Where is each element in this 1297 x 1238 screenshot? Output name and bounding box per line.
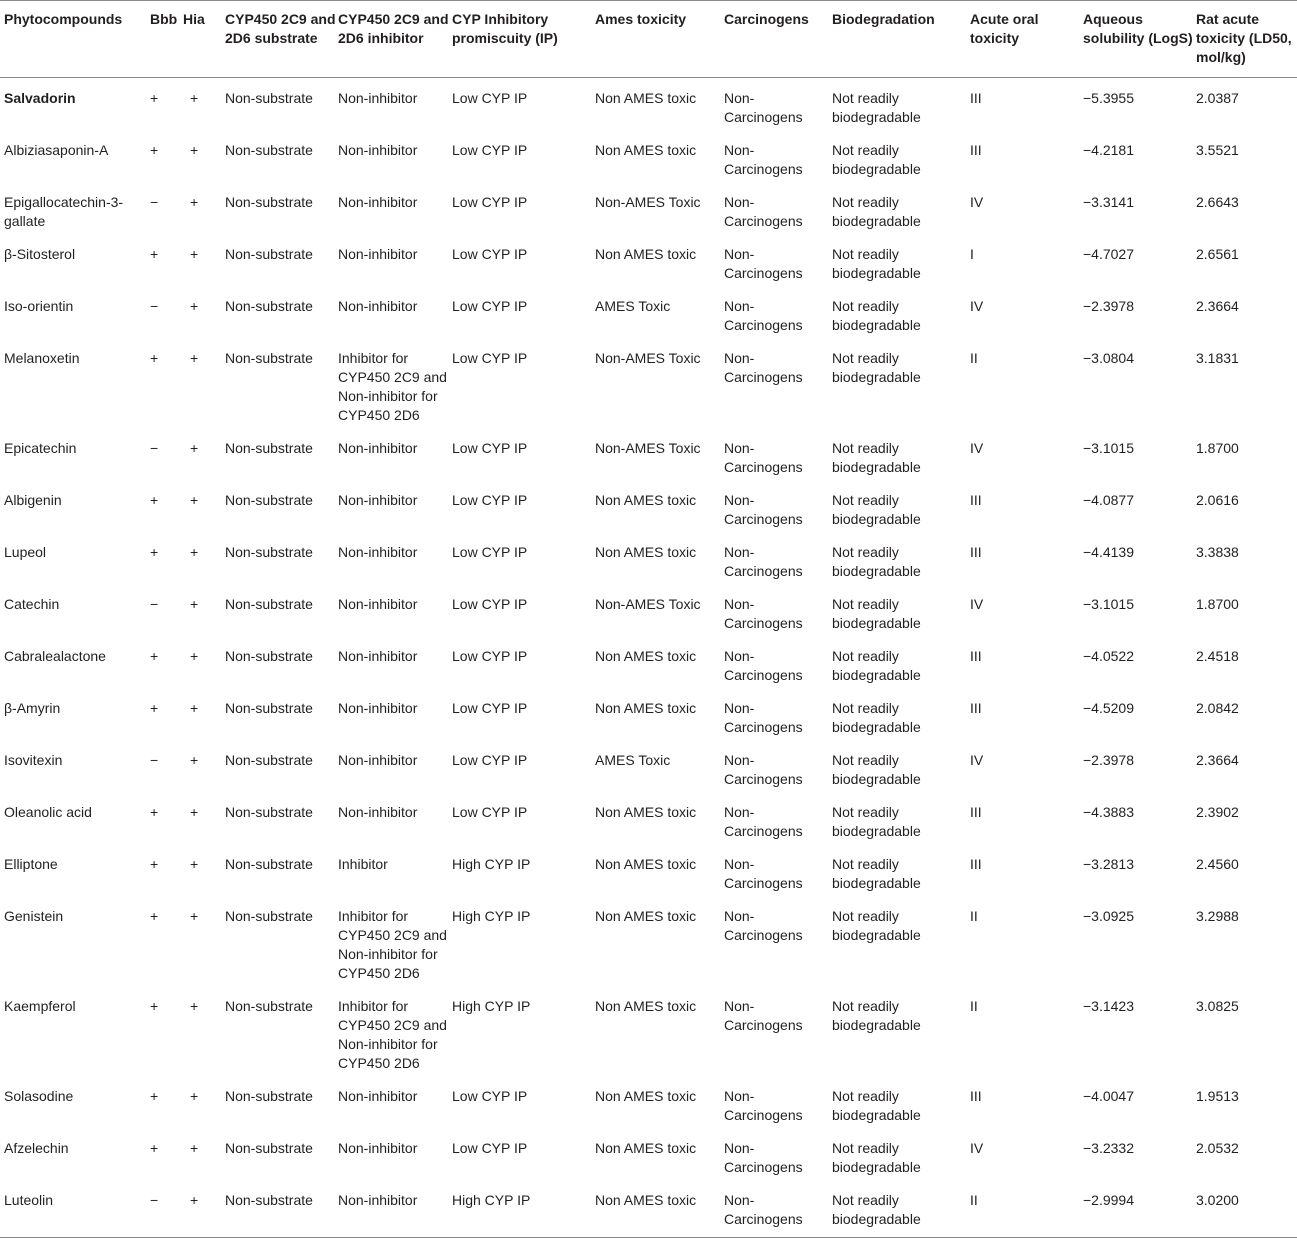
table-row (0, 845, 1297, 897)
inhibitor-cell: Non-inhibitor (338, 544, 418, 560)
substrate-cell: Non-substrate (225, 1088, 313, 1104)
acute-oral-cell: III (970, 648, 982, 664)
biodegradation-cell: Not readily biodegradable (832, 142, 921, 177)
carcinogen-cell: Non-Carcinogens (724, 804, 803, 839)
substrate-cell: Non-substrate (225, 804, 313, 820)
substrate-cell: Non-substrate (225, 440, 313, 456)
substrate-cell: Non-substrate (225, 596, 313, 612)
compound-name: Oleanolic acid (4, 804, 92, 820)
substrate-cell: Non-substrate (225, 142, 313, 158)
ip-cell: Low CYP IP (452, 90, 528, 106)
hia-cell: + (190, 1140, 199, 1156)
hia-cell: + (190, 596, 199, 612)
inhibitor-cell: Non-inhibitor (338, 1181, 452, 1238)
carcinogen-cell: Non-Carcinogens (724, 1181, 832, 1238)
logs-cell: −3.0925 (1083, 908, 1134, 924)
biodegradation-cell: Not readily biodegradable (832, 194, 921, 229)
inhibitor-cell: Inhibitor for CYP450 2C9 and Non-inhibitor for CYP450 2D6 (338, 350, 447, 423)
ip-cell: High CYP IP (452, 1181, 595, 1238)
hia-cell: + (190, 492, 199, 508)
ames-cell: Non AMES toxic (595, 700, 697, 716)
bbb-cell: + (150, 700, 159, 716)
bbb-cell: − (150, 440, 159, 456)
ames-cell: Non AMES toxic (595, 804, 697, 820)
table-row (0, 287, 1297, 339)
col-header-cyp-substrate: CYP450 2C9 and 2D6 substrate (225, 1, 338, 78)
col-header-cyp-inhibitor: CYP450 2C9 and 2D6 inhibitor (338, 1, 452, 78)
hia-cell: + (190, 998, 199, 1014)
carcinogen-cell: Non-Carcinogens (724, 90, 803, 125)
ames-cell: Non-AMES Toxic (595, 596, 701, 612)
carcinogen-cell: Non-Carcinogens (724, 596, 803, 631)
table-row (0, 585, 1297, 637)
col-header-rat-acute-toxicity: Rat acute toxicity (LD50, mol/kg) (1196, 1, 1297, 78)
inhibitor-cell: Non-inhibitor (338, 90, 418, 106)
col-header-hia: Hia (183, 1, 225, 78)
bbb-cell: − (143, 1181, 183, 1238)
acute-oral-cell: II (970, 908, 978, 924)
ames-cell: Non AMES toxic (595, 142, 697, 158)
hia-cell: + (190, 246, 199, 262)
hia-cell: + (190, 908, 199, 924)
ip-cell: Low CYP IP (452, 752, 528, 768)
inhibitor-cell: Non-inhibitor (338, 440, 418, 456)
carcinogen-cell: Non-Carcinogens (724, 1088, 803, 1123)
bbb-cell: + (150, 492, 159, 508)
bbb-cell: + (150, 998, 159, 1014)
logs-cell: −4.5209 (1083, 700, 1134, 716)
compound-name: Epigallocatechin-3-gallate (4, 194, 124, 229)
ip-cell: High CYP IP (452, 908, 531, 924)
carcinogen-cell: Non-Carcinogens (724, 700, 803, 735)
carcinogen-cell: Non-Carcinogens (724, 492, 803, 527)
substrate-cell: Non-substrate (225, 90, 313, 106)
ld50-cell: 2.3664 (1196, 752, 1239, 768)
table-row (0, 689, 1297, 741)
compound-name: Isovitexin (4, 752, 63, 768)
ames-cell: Non AMES toxic (595, 246, 697, 262)
acute-oral-cell: IV (970, 596, 984, 612)
ames-cell: Non-AMES Toxic (595, 350, 701, 366)
compound-name: Luteolin (0, 1181, 143, 1238)
compound-name: β-Sitosterol (4, 246, 76, 262)
bbb-cell: − (150, 596, 159, 612)
hia-cell: + (190, 440, 199, 456)
ld50-cell: 3.0200 (1196, 1181, 1297, 1238)
carcinogen-cell: Non-Carcinogens (724, 350, 803, 385)
col-header-biodegradation: Biodegradation (832, 1, 970, 78)
ip-cell: Low CYP IP (452, 194, 528, 210)
ld50-cell: 2.4560 (1196, 856, 1239, 872)
substrate-cell: Non-substrate (225, 350, 313, 366)
hia-cell: + (190, 856, 199, 872)
acute-oral-cell: IV (970, 440, 984, 456)
bbb-cell: − (150, 752, 159, 768)
ld50-cell: 2.6643 (1196, 194, 1239, 210)
ames-cell: Non AMES toxic (595, 1088, 697, 1104)
table-row (0, 339, 1297, 429)
logs-cell: −4.7027 (1083, 246, 1134, 262)
table-row (0, 131, 1297, 183)
table-row (0, 78, 1297, 132)
ld50-cell: 2.0842 (1196, 700, 1239, 716)
biodegradation-cell: Not readily biodegradable (832, 246, 921, 281)
bbb-cell: + (150, 90, 159, 106)
table-row (0, 533, 1297, 585)
carcinogen-cell: Non-Carcinogens (724, 440, 803, 475)
ld50-cell: 2.3902 (1196, 804, 1239, 820)
hia-cell: + (190, 194, 199, 210)
ld50-cell: 2.4518 (1196, 648, 1239, 664)
carcinogen-cell: Non-Carcinogens (724, 544, 803, 579)
table-row (0, 235, 1297, 287)
biodegradation-cell: Not readily biodegradable (832, 998, 921, 1033)
ld50-cell: 3.5521 (1196, 142, 1239, 158)
hia-cell: + (190, 298, 199, 314)
logs-cell: −2.3978 (1083, 752, 1134, 768)
biodegradation-cell: Not readily biodegradable (832, 90, 921, 125)
acute-oral-cell: III (970, 1088, 982, 1104)
ld50-cell: 3.2988 (1196, 908, 1239, 924)
carcinogen-cell: Non-Carcinogens (724, 908, 803, 943)
ld50-cell: 1.8700 (1196, 440, 1239, 456)
substrate-cell: Non-substrate (225, 700, 313, 716)
biodegradation-cell: Not readily biodegradable (832, 700, 921, 735)
ip-cell: Low CYP IP (452, 544, 528, 560)
bbb-cell: + (150, 908, 159, 924)
table-row (0, 897, 1297, 987)
ames-cell: Non-AMES Toxic (595, 194, 701, 210)
biodegradation-cell: Not readily biodegradable (832, 856, 921, 891)
biodegradation-cell: Not readily biodegradable (832, 544, 921, 579)
compound-name: Kaempferol (4, 998, 76, 1014)
col-header-aqueous-solubility: Aqueous solubility (LogS) (1083, 1, 1196, 78)
hia-cell: + (190, 648, 199, 664)
logs-cell: −3.2813 (1083, 856, 1134, 872)
bbb-cell: + (150, 1088, 159, 1104)
acute-oral-cell: IV (970, 194, 984, 210)
acute-oral-cell: III (970, 142, 982, 158)
logs-cell: −4.0522 (1083, 648, 1134, 664)
inhibitor-cell: Non-inhibitor (338, 752, 418, 768)
col-header-phytocompounds: Phytocompounds (0, 1, 143, 78)
bbb-cell: − (150, 194, 159, 210)
substrate-cell: Non-substrate (225, 752, 313, 768)
hia-cell: + (190, 752, 199, 768)
carcinogen-cell: Non-Carcinogens (724, 1140, 803, 1175)
inhibitor-cell: Non-inhibitor (338, 648, 418, 664)
inhibitor-cell: Inhibitor (338, 856, 388, 872)
logs-cell: −3.3141 (1083, 194, 1134, 210)
compound-name: Catechin (4, 596, 60, 612)
biodegradation-cell: Not readily biodegradable (832, 908, 921, 943)
compound-name: β-Amyrin (4, 700, 61, 716)
ld50-cell: 3.1831 (1196, 350, 1239, 366)
ames-cell: Non AMES toxic (595, 1181, 724, 1238)
acute-oral-cell: II (970, 1181, 1083, 1238)
substrate-cell: Non-substrate (225, 544, 313, 560)
acute-oral-cell: IV (970, 1140, 984, 1156)
acute-oral-cell: III (970, 804, 982, 820)
ld50-cell: 2.0532 (1196, 1140, 1239, 1156)
table-row (0, 183, 1297, 235)
carcinogen-cell: Non-Carcinogens (724, 752, 803, 787)
compound-name: Melanoxetin (4, 350, 80, 366)
carcinogen-cell: Non-Carcinogens (724, 298, 803, 333)
inhibitor-cell: Non-inhibitor (338, 492, 418, 508)
ames-cell: Non-AMES Toxic (595, 440, 701, 456)
acute-oral-cell: IV (970, 298, 984, 314)
biodegradation-cell: Not readily biodegradable (832, 596, 921, 631)
ames-cell: Non AMES toxic (595, 908, 697, 924)
compound-name: Solasodine (4, 1088, 74, 1104)
biodegradation-cell: Not readily biodegradable (832, 440, 921, 475)
ip-cell: Low CYP IP (452, 298, 528, 314)
logs-cell: −2.3978 (1083, 298, 1134, 314)
hia-cell: + (190, 142, 199, 158)
inhibitor-cell: Non-inhibitor (338, 596, 418, 612)
ip-cell: Low CYP IP (452, 142, 528, 158)
col-header-acute-oral-toxicity: Acute oral toxicity (970, 1, 1083, 78)
hia-cell: + (190, 350, 199, 366)
biodegradation-cell: Not readily biodegradable (832, 1140, 921, 1175)
carcinogen-cell: Non-Carcinogens (724, 856, 803, 891)
ames-cell: Non AMES toxic (595, 998, 697, 1014)
ames-cell: AMES Toxic (595, 298, 671, 314)
carcinogen-cell: Non-Carcinogens (724, 246, 803, 281)
acute-oral-cell: III (970, 90, 982, 106)
table-row (0, 1129, 1297, 1181)
compound-name: Elliptone (4, 856, 58, 872)
logs-cell: −3.1423 (1083, 998, 1134, 1014)
logs-cell: −4.3883 (1083, 804, 1134, 820)
inhibitor-cell: Inhibitor for CYP450 2C9 and Non-inhibitor for CYP450 2D6 (338, 998, 447, 1071)
logs-cell: −3.0804 (1083, 350, 1134, 366)
compound-name: Epicatechin (4, 440, 77, 456)
inhibitor-cell: Non-inhibitor (338, 1088, 418, 1104)
table-row (0, 793, 1297, 845)
col-header-ames-toxicity: Ames toxicity (595, 1, 724, 78)
logs-cell: −3.1015 (1083, 440, 1134, 456)
substrate-cell: Non-substrate (225, 298, 313, 314)
carcinogen-cell: Non-Carcinogens (724, 194, 803, 229)
carcinogen-cell: Non-Carcinogens (724, 142, 803, 177)
compound-name: Albigenin (4, 492, 62, 508)
acute-oral-cell: II (970, 350, 978, 366)
compound-name: Lupeol (4, 544, 47, 560)
substrate-cell: Non-substrate (225, 908, 313, 924)
biodegradation-cell: Not readily biodegradable (832, 350, 921, 385)
substrate-cell: Non-substrate (225, 856, 313, 872)
hia-cell: + (183, 1181, 225, 1238)
ld50-cell: 2.6561 (1196, 246, 1239, 262)
substrate-cell: Non-substrate (225, 998, 313, 1014)
ames-cell: Non AMES toxic (595, 90, 697, 106)
logs-cell: −4.2181 (1083, 142, 1134, 158)
bbb-cell: − (150, 298, 159, 314)
bbb-cell: + (150, 648, 159, 664)
ld50-cell: 2.0387 (1196, 90, 1239, 106)
hia-cell: + (190, 90, 199, 106)
bbb-cell: + (150, 142, 159, 158)
acute-oral-cell: III (970, 544, 982, 560)
logs-cell: −4.0047 (1083, 1088, 1134, 1104)
hia-cell: + (190, 804, 199, 820)
ld50-cell: 1.8700 (1196, 596, 1239, 612)
logs-cell: −2.9994 (1083, 1181, 1196, 1238)
ip-cell: High CYP IP (452, 856, 531, 872)
ip-cell: Low CYP IP (452, 246, 528, 262)
acute-oral-cell: III (970, 700, 982, 716)
compound-name: Afzelechin (4, 1140, 69, 1156)
header-row (0, 1, 1297, 78)
inhibitor-cell: Non-inhibitor (338, 246, 418, 262)
compound-name: Genistein (4, 908, 64, 924)
bbb-cell: + (150, 350, 159, 366)
ip-cell: Low CYP IP (452, 492, 528, 508)
bbb-cell: + (150, 804, 159, 820)
table-row (0, 637, 1297, 689)
acute-oral-cell: II (970, 998, 978, 1014)
ames-cell: Non AMES toxic (595, 492, 697, 508)
ip-cell: Low CYP IP (452, 1088, 528, 1104)
biodegradation-cell: Not readily biodegradable (832, 492, 921, 527)
col-header-bbb: Bbb (143, 1, 183, 78)
carcinogen-cell: Non-Carcinogens (724, 648, 803, 683)
ip-cell: Low CYP IP (452, 1140, 528, 1156)
table-row (0, 481, 1297, 533)
ames-cell: AMES Toxic (595, 752, 671, 768)
compound-name: Iso-orientin (4, 298, 74, 314)
acute-oral-cell: III (970, 492, 982, 508)
biodegradation-cell: Not readily biodegradable (832, 648, 921, 683)
substrate-cell: Non-substrate (225, 194, 313, 210)
ld50-cell: 3.0825 (1196, 998, 1239, 1014)
inhibitor-cell: Non-inhibitor (338, 142, 418, 158)
acute-oral-cell: III (970, 856, 982, 872)
col-header-carcinogens: Carcinogens (724, 1, 832, 78)
ip-cell: High CYP IP (452, 998, 531, 1014)
hia-cell: + (190, 544, 199, 560)
compound-name: Albiziasaponin-A (4, 142, 109, 158)
ames-cell: Non AMES toxic (595, 544, 697, 560)
logs-cell: −5.3955 (1083, 90, 1134, 106)
bbb-cell: + (150, 1140, 159, 1156)
logs-cell: −3.1015 (1083, 596, 1134, 612)
ip-cell: Low CYP IP (452, 350, 528, 366)
table-row (0, 429, 1297, 481)
substrate-cell: Non-substrate (225, 1181, 338, 1238)
inhibitor-cell: Non-inhibitor (338, 804, 418, 820)
inhibitor-cell: Non-inhibitor (338, 194, 418, 210)
table-row (0, 987, 1297, 1077)
substrate-cell: Non-substrate (225, 648, 313, 664)
inhibitor-cell: Inhibitor for CYP450 2C9 and Non-inhibitor for CYP450 2D6 (338, 908, 447, 981)
ip-cell: Low CYP IP (452, 700, 528, 716)
inhibitor-cell: Non-inhibitor (338, 1140, 418, 1156)
bbb-cell: + (150, 856, 159, 872)
ip-cell: Low CYP IP (452, 804, 528, 820)
table-row (0, 1181, 1297, 1238)
ip-cell: Low CYP IP (452, 596, 528, 612)
hia-cell: + (190, 700, 199, 716)
ip-cell: Low CYP IP (452, 648, 528, 664)
bbb-cell: + (150, 246, 159, 262)
biodegradation-cell: Not readily biodegradable (832, 804, 921, 839)
ip-cell: Low CYP IP (452, 440, 528, 456)
logs-cell: −3.2332 (1083, 1140, 1134, 1156)
ld50-cell: 3.3838 (1196, 544, 1239, 560)
logs-cell: −4.0877 (1083, 492, 1134, 508)
table-body (0, 78, 1297, 1238)
compound-name: Cabralealactone (4, 648, 106, 664)
substrate-cell: Non-substrate (225, 1140, 313, 1156)
acute-oral-cell: I (970, 246, 974, 262)
table-row (0, 741, 1297, 793)
table-row (0, 1077, 1297, 1129)
inhibitor-cell: Non-inhibitor (338, 298, 418, 314)
substrate-cell: Non-substrate (225, 246, 313, 262)
ames-cell: Non AMES toxic (595, 1140, 697, 1156)
inhibitor-cell: Non-inhibitor (338, 700, 418, 716)
biodegradation-cell: Not readily biodegradable (832, 752, 921, 787)
acute-oral-cell: IV (970, 752, 984, 768)
hia-cell: + (190, 1088, 199, 1104)
ames-cell: Non AMES toxic (595, 856, 697, 872)
biodegradation-cell: Not readily biodegradable (832, 1088, 921, 1123)
logs-cell: −4.4139 (1083, 544, 1134, 560)
biodegradation-cell: Not readily biodegradable (832, 298, 921, 333)
ld50-cell: 1.9513 (1196, 1088, 1239, 1104)
col-header-cyp-promiscuity: CYP Inhibitory promiscuity (IP) (452, 1, 595, 78)
compound-name: Salvadorin (4, 90, 76, 106)
carcinogen-cell: Non-Carcinogens (724, 998, 803, 1033)
ames-cell: Non AMES toxic (595, 648, 697, 664)
ld50-cell: 2.0616 (1196, 492, 1239, 508)
bbb-cell: + (150, 544, 159, 560)
ld50-cell: 2.3664 (1196, 298, 1239, 314)
substrate-cell: Non-substrate (225, 492, 313, 508)
biodegradation-cell: Not readily biodegradable (832, 1181, 970, 1238)
